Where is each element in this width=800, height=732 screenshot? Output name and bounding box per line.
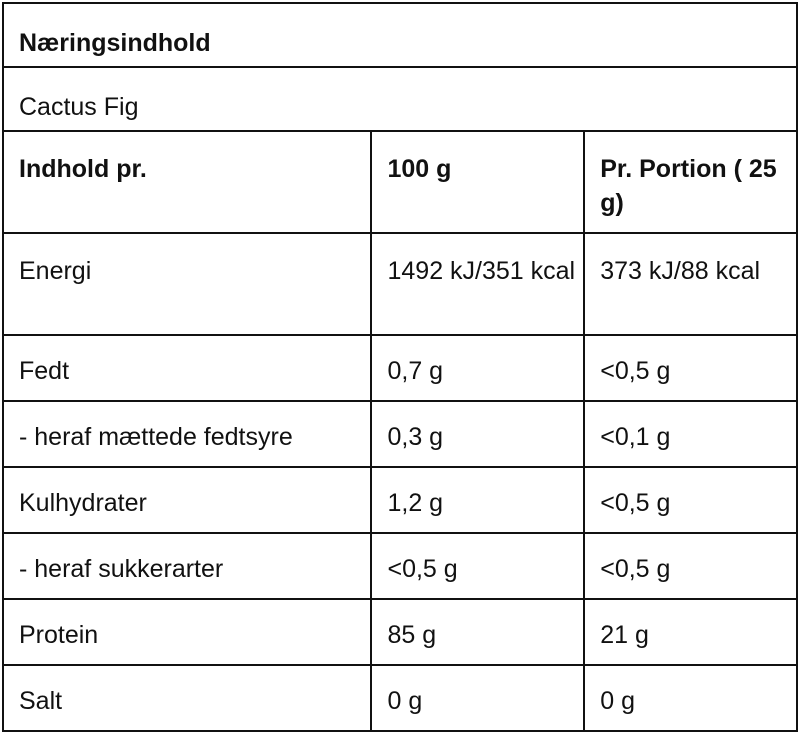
value-per-100g: 1492 kJ/351 kcal <box>371 233 584 335</box>
nutrient-name: - heraf mættede fedtsyre <box>3 401 371 467</box>
value-per-portion: <0,5 g <box>584 533 797 599</box>
value-per-portion: 21 g <box>584 599 797 665</box>
value-per-portion: <0,5 g <box>584 335 797 401</box>
nutrition-table-container <box>2 2 798 730</box>
nutrient-name: - heraf sukkerarter <box>3 533 371 599</box>
nutrient-name: Fedt <box>3 335 371 401</box>
table-row <box>3 335 797 401</box>
table-row <box>3 665 797 731</box>
value-per-portion: <0,1 g <box>584 401 797 467</box>
value-per-100g: 85 g <box>371 599 584 665</box>
nutrition-table <box>2 2 798 732</box>
value-per-100g: 0 g <box>371 665 584 731</box>
table-title: Næringsindhold <box>3 3 797 67</box>
value-per-portion: <0,5 g <box>584 467 797 533</box>
value-per-100g: 1,2 g <box>371 467 584 533</box>
column-header-row <box>3 131 797 233</box>
table-row <box>3 401 797 467</box>
product-name: Cactus Fig <box>3 67 797 131</box>
header-per-portion: Pr. Portion ( 25 g) <box>584 131 797 233</box>
nutrient-name: Protein <box>3 599 371 665</box>
nutrient-name: Kulhydrater <box>3 467 371 533</box>
nutrient-name: Salt <box>3 665 371 731</box>
table-title-row <box>3 3 797 67</box>
table-row <box>3 233 797 335</box>
nutrient-name: Energi <box>3 233 371 335</box>
header-content-per: Indhold pr. <box>3 131 371 233</box>
table-row <box>3 467 797 533</box>
header-per-100g: 100 g <box>371 131 584 233</box>
value-per-portion: 373 kJ/88 kcal <box>584 233 797 335</box>
value-per-100g: 0,3 g <box>371 401 584 467</box>
table-row <box>3 533 797 599</box>
table-row <box>3 599 797 665</box>
value-per-100g: <0,5 g <box>371 533 584 599</box>
product-name-row <box>3 67 797 131</box>
value-per-100g: 0,7 g <box>371 335 584 401</box>
value-per-portion: 0 g <box>584 665 797 731</box>
